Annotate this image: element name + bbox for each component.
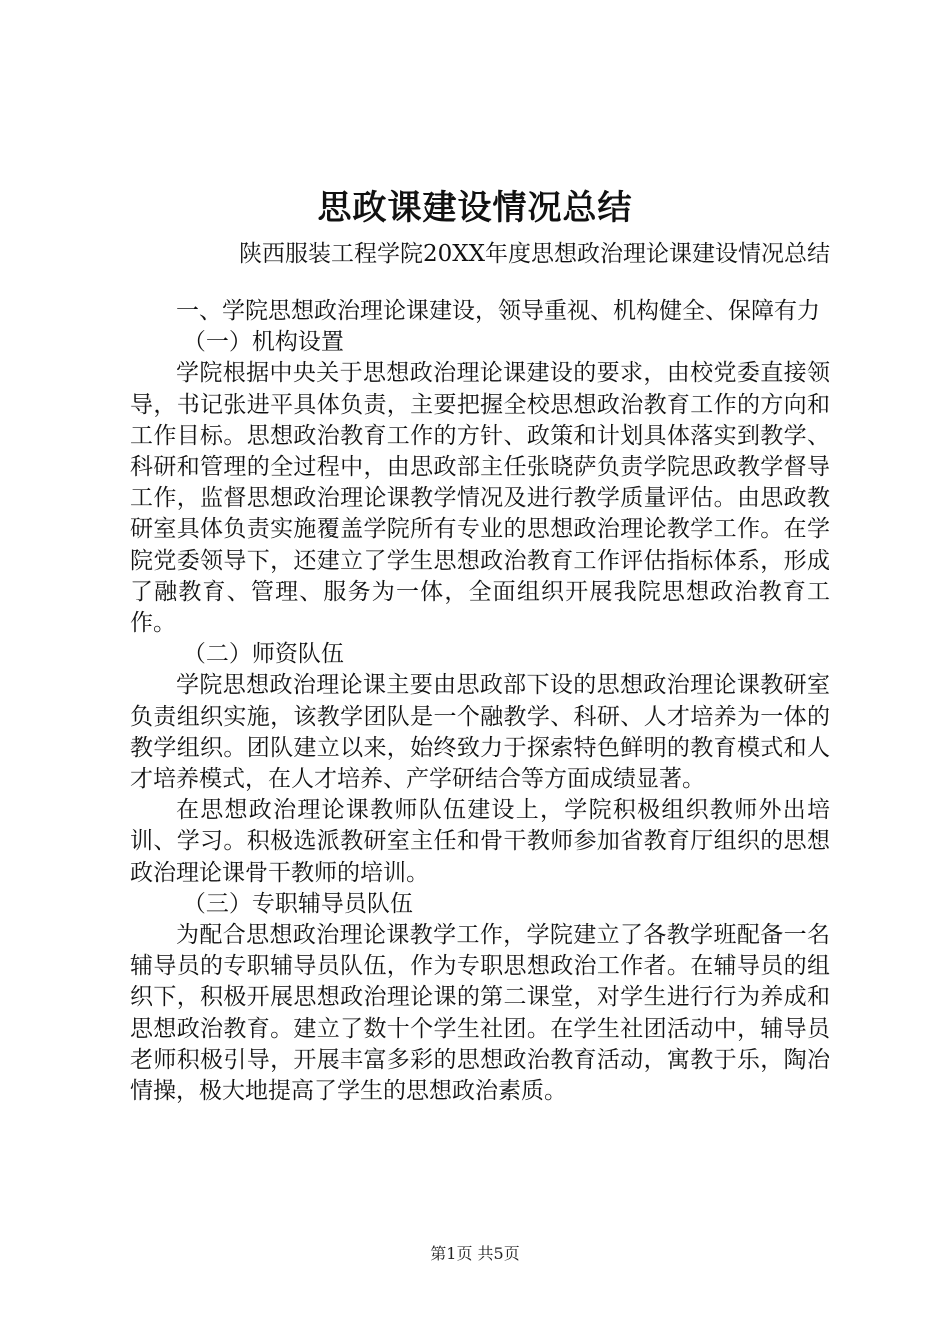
body-paragraph: 在思想政治理论课教师队伍建设上，学院积极组织教师外出培训、学习。积极选派教研室主任和骨干教师参加省教育厅组织的思想政治理论课骨干教师的培训。 xyxy=(130,797,830,886)
document-subtitle: 陕西服装工程学院20XX年度思想政治理论课建设情况总结 xyxy=(238,241,830,267)
page-number-footer: 第1页 共5页 xyxy=(430,1244,520,1263)
section-heading: 一、学院思想政治理论课建设，领导重视、机构健全、保障有力 xyxy=(176,298,820,324)
body-paragraph: 学院思想政治理论课主要由思政部下设的思想政治理论课教研室负责组织实施，该教学团队是一个融教学、科研、人才培养为一体的教学组织。团队建立以来，始终致力于探索特色鲜明的教育模式和人才培养模式，在人才培养、产学研结合等方面成绩显著。 xyxy=(130,672,830,793)
subsection-heading: （二）师资队伍 xyxy=(182,641,344,668)
body-paragraph: 学院根据中央关于思想政治理论课建设的要求，由校党委直接领导，书记张进平具体负责，主要把握全校思想政治教育工作的方向和工作目标。思想政治教育工作的方针、政策和计划具体落实到教学、科研和管理的全过程中，由思政部主任张晓萨负责学院思政教学督导工作，监督思想政治理论课教学情况及进行教学质量评估。由思政教研室具体负责实施覆盖学院所有专业的思想政治理论教学工作。在学院党委领导下，还建立了学生思想政治教育工作评估指标体系，形成了融教育、管理、服务为一体，全面组织开展我院思想政治教育工作。 xyxy=(130,360,830,637)
document-body xyxy=(130,296,830,1107)
body-paragraph: 为配合思想政治理论课教学工作，学院建立了各教学班配备一名辅导员的专职辅导员队伍，作为专职思想政治工作者。在辅导员的组织下，积极开展思想政治理论课的第二课堂，对学生进行行为养成和思想政治教育。建立了数十个学生社团。在学生社团活动中，辅导员老师积极引导，开展丰富多彩的思想政治教育活动，寓教于乐，陶冶情操，极大地提高了学生的思想政治素质。 xyxy=(130,922,830,1105)
subsection-heading: （一）机构设置 xyxy=(182,329,344,356)
document-title: 思政课建设情况总结 xyxy=(317,188,633,228)
subsection-heading: （三）专职辅导员队伍 xyxy=(182,890,413,917)
